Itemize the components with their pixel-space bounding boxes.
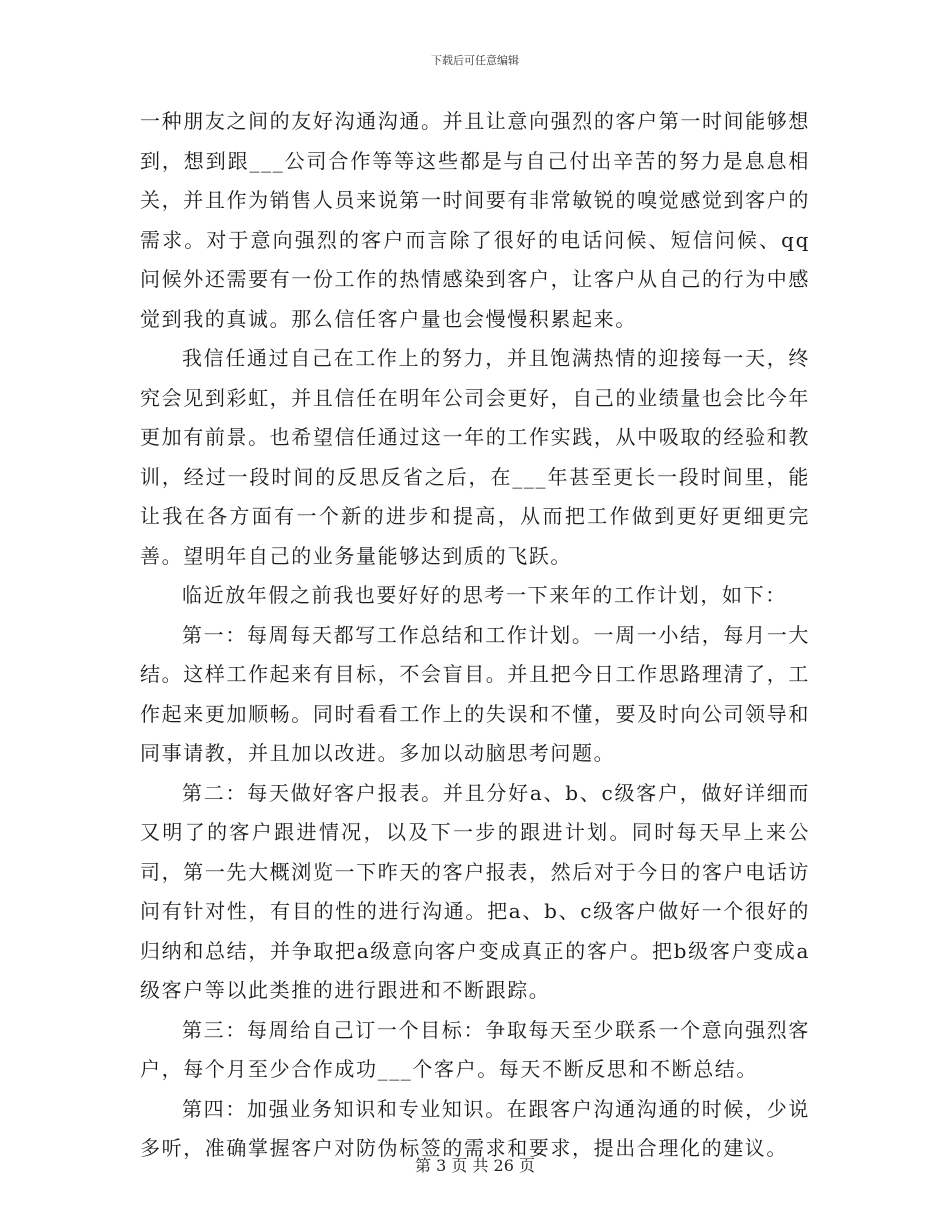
- paragraph-plan-1: 第一：每周每天都写工作总结和工作计划。一周一小结，每月一大结。这样工作起来有目标，不会盲目。并且把今日工作思路理清了，工作起来更加顺畅。同时看看工作上的失误和不懂，要及时向公司领导和同事请教，并且加以改进。多加以动脑思考问题。: [140, 622, 810, 765]
- paragraph-plan-4: 第四：加强业务知识和专业知识。在跟客户沟通沟通的时候，少说多听，准确掌握客户对防伪标签的需求和要求，提出合理化的建议。: [140, 1096, 810, 1160]
- paragraph-plan-3: 第三：每周给自己订一个目标：争取每天至少联系一个意向强烈客户，每个月至少合作成功___个客户。每天不断反思和不断总结。: [140, 1017, 810, 1081]
- page-header-note: 下载后可任意编辑: [431, 54, 519, 67]
- page-number: 第 3 页 共 26 页: [415, 1156, 535, 1175]
- paragraph-continuation: 一种朋友之间的友好沟通沟通。并且让意向强烈的客户第一时间能够想到，想到跟___公司合作等等这些都是与自己付出辛苦的努力是息息相关，并且作为销售人员来说第一时间要有非常敏锐的嗅觉感觉到客户的需求。对于意向强烈的客户而言除了很好的电话问候、短信问候、qq问候外还需要有一份工作的热情感染到客户，让客户从自己的行为中感觉到我的真诚。那么信任客户量也会慢慢积累起来。: [140, 109, 810, 331]
- paragraph-belief: 我信任通过自己在工作上的努力，并且饱满热情的迎接每一天，终究会见到彩虹，并且信任在明年公司会更好，自己的业绩量也会比今年更加有前景。也希望信任通过这一年的工作实践，从中吸取的经验和教训，经过一段时间的反思反省之后，在___年甚至更长一段时间里，能让我在各方面有一个新的进步和提高，从而把工作做到更好更细更完善。望明年自己的业务量能够达到质的飞跃。: [140, 346, 810, 568]
- paragraph-plan-2: 第二：每天做好客户报表。并且分好a、b、c级客户，做好详细而又明了的客户跟进情况，以及下一步的跟进计划。同时每天早上来公司，第一先大概浏览一下昨天的客户报表，然后对于今日的客户电话访问有针对性，有目的性的进行沟通。把a、b、c级客户做好一个很好的归纳和总结，并争取把a级意向客户变成真正的客户。把b级客户变成a级客户等以此类推的进行跟进和不断跟踪。: [140, 780, 810, 1002]
- paragraph-plan-intro: 临近放年假之前我也要好好的思考一下来年的工作计划，如下：: [182, 583, 787, 607]
- document-body: [140, 102, 810, 1169]
